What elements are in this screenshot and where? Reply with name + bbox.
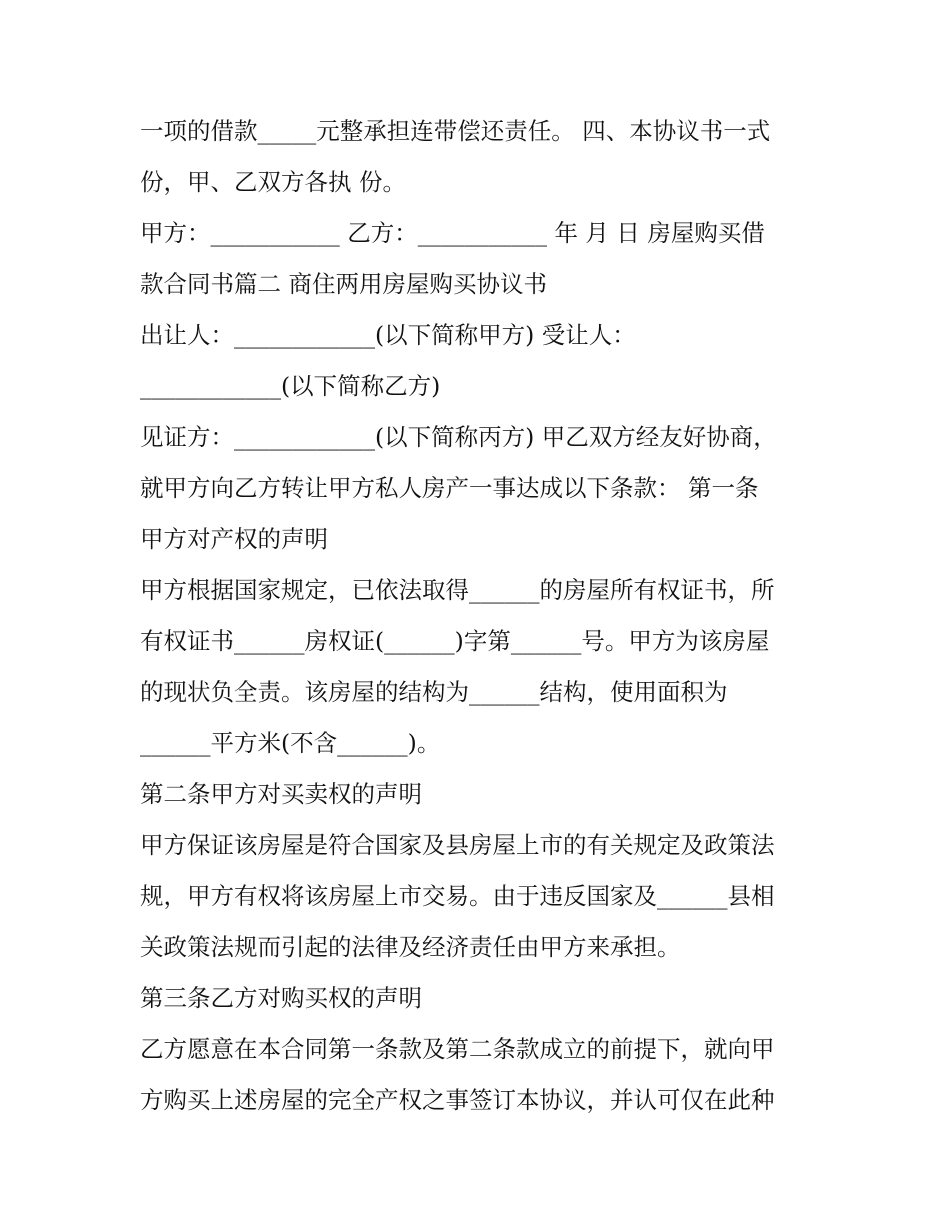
text-line: 乙方愿意在本合同第一条款及第二条款成立的前提下，就向甲 [140,1035,775,1063]
text-line: 规，甲方有权将该房屋上市交易。由于违反国家及______县相 [140,882,775,910]
text-line: ______平方米(不含______)。 [140,729,441,757]
text-line: ____________(以下简称乙方) [140,372,441,400]
text-line: 款合同书篇二 商住两用房屋购买协议书 [140,270,547,298]
text-line: 的现状负全责。该房屋的结构为______结构，使用面积为 [140,678,728,706]
text-line: 就甲方向乙方转让甲方私人房产一事达成以下条款： 第一条 [140,474,759,502]
document-body [140,106,830,1126]
text-line: 方购买上述房屋的完全产权之事签订本协议，并认可仅在此种 [140,1086,775,1114]
text-line: 份，甲、乙双方各执 份。 [140,168,406,196]
text-line: 甲方：___________ 乙方：___________ 年 月 日 房屋购买借 [140,219,765,247]
text-line: 见证方：____________(以下简称丙方) 甲乙双方经友好协商， [140,423,777,451]
text-line: 出让人：____________(以下简称甲方) 受让人： [140,321,636,349]
section-heading: 第二条甲方对买卖权的声明 [140,780,422,808]
text-line: 有权证书______房权证(______)字第______号。甲方为该房屋 [140,627,770,655]
section-heading: 甲方对产权的声明 [140,525,328,553]
text-line: 一项的借款_____元整承担连带偿还责任。 四、本协议书一式 [140,117,771,145]
section-heading: 第三条乙方对购买权的声明 [140,984,422,1012]
text-line: 关政策法规而引起的法律及经济责任由甲方来承担。 [140,933,681,961]
text-line: 甲方根据国家规定，已依法取得______的房屋所有权证书，所 [140,576,775,604]
text-line: 甲方保证该房屋是符合国家及县房屋上市的有关规定及政策法 [140,831,775,859]
